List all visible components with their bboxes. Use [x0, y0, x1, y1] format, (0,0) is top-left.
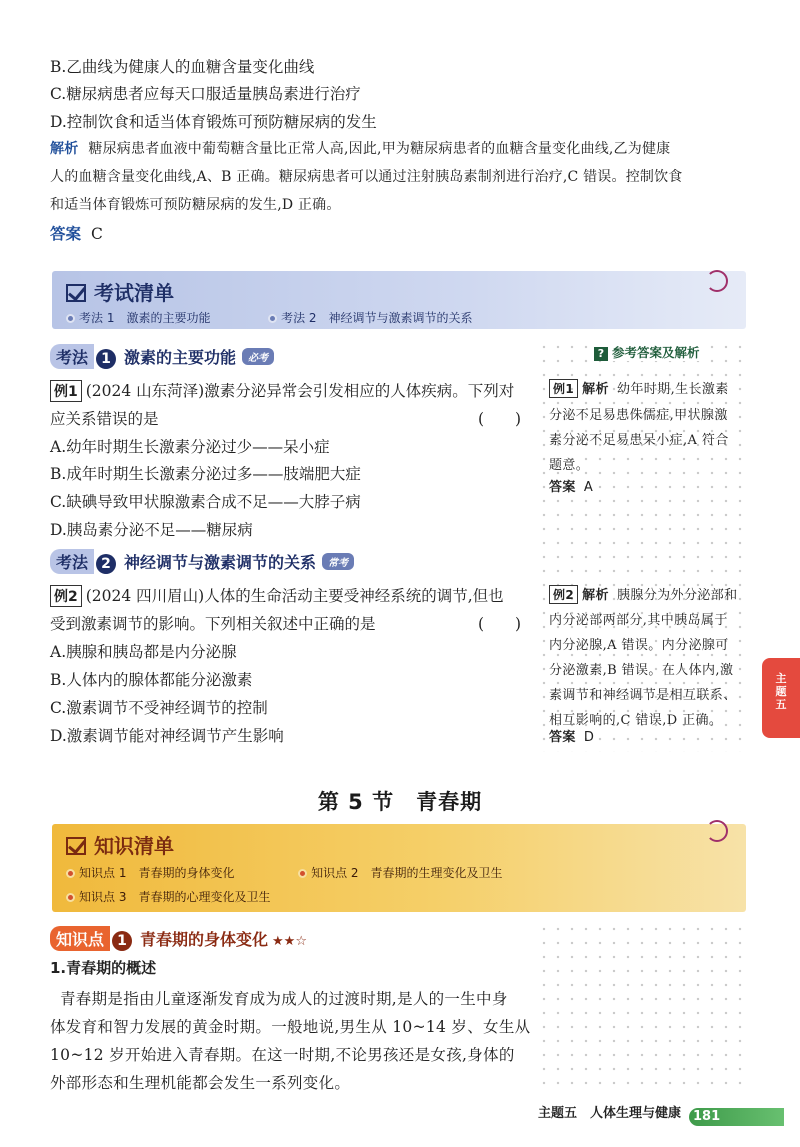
option-c-prev: C.糖尿病患者应每天口服适量胰岛素进行治疗: [50, 85, 361, 103]
example-1-label: 例1: [50, 380, 82, 402]
analysis-line-2: 人的血糖含量变化曲线,A、B 正确。糖尿病患者可以通过注射胰岛素制剂进行治疗,C 错误。控制饮食: [50, 169, 683, 185]
method-2-header: 考法 2 神经调节与激素调节的关系 常考: [50, 549, 354, 574]
example-2-option-c: C.激素调节不受神经调节的控制: [50, 699, 268, 717]
panel-ex1-line-1: 例1 解析 幼年时期,生长激素: [549, 378, 729, 398]
analysis-text-1: 糖尿病患者血液中葡萄糖含量比正常人高,因此,甲为糖尿病患者的血糖含量变化曲线,乙为健康: [88, 141, 671, 157]
knowledge-item-3[interactable]: 知识点 3 青春期的心理变化及卫生: [79, 890, 271, 904]
notes-dot-panel: [537, 922, 745, 1088]
key-icon: ?: [594, 347, 608, 361]
answer-line: [50, 222, 103, 244]
section-title: 第 5 节 青春期: [317, 790, 483, 814]
knowledge-list-title: 知识清单: [66, 830, 174, 859]
rating-stars-icon: ★★☆: [272, 934, 307, 949]
panel-ex2-line-4: 分泌激素,B 错误。在人体内,激: [549, 663, 734, 678]
footer-chapter: 主题五 人体生理与健康: [538, 1106, 682, 1121]
subsection-title: 1.青春期的概述: [50, 959, 157, 977]
panel-ex2-line-6: 相互影响的,C 错误,D 正确。: [549, 713, 723, 728]
curl-decoration-icon: [706, 820, 728, 842]
panel-ex1-line-3: 素分泌不足易患呆小症,A 符合: [549, 433, 729, 448]
knowledge-row-2: [66, 888, 270, 905]
knowledge-list-banner: [52, 824, 746, 912]
curl-decoration-icon: [706, 270, 728, 292]
bullet-icon: [66, 893, 75, 902]
method-1-title: 激素的主要功能: [124, 348, 237, 367]
example-1-option-d: D.胰岛素分泌不足——糖尿病: [50, 521, 253, 539]
common-test-badge: 常考: [322, 553, 354, 570]
method-1-header: 考法 1 激素的主要功能 必考: [50, 344, 274, 369]
theme-side-tab[interactable]: 主 题 五: [762, 658, 800, 738]
paragraph-line-1: 青春期是指由儿童逐渐发育成为成人的过渡时期,是人的一生中身: [60, 990, 508, 1008]
answer-label: 答案: [50, 225, 82, 243]
answer-panel: [537, 340, 745, 752]
panel-ex1-line-2: 分泌不足易患侏儒症,甲状腺激: [549, 408, 728, 423]
panel-ex1-line-4: 题意。: [549, 458, 590, 473]
paragraph-line-3: 10~12 岁开始进入青春期。在这一时期,不论男孩还是女孩,身体的: [50, 1046, 515, 1064]
example-1-option-c: C.缺碘导致甲状腺激素合成不足——大脖子病: [50, 493, 361, 511]
paragraph-line-2: 体发育和智力发展的黄金时期。一般地说,男生从 10~14 岁、女生从: [50, 1018, 531, 1036]
example-2-option-d: D.激素调节能对神经调节产生影响: [50, 727, 284, 745]
page-footer: [538, 1102, 784, 1126]
example-1-option-b: B.成年时期生长激素分泌过多——肢端肥大症: [50, 465, 361, 483]
panel-ex2-line-2: 内分泌部两部分,其中胰岛属于: [549, 613, 728, 628]
knowledge-row-1: [66, 864, 503, 881]
must-test-badge: 必考: [242, 348, 274, 365]
panel-ex2-answer: 答案 D: [549, 730, 595, 745]
answer-paren: ( ): [478, 615, 522, 633]
option-b-prev: B.乙曲线为健康人的血糖含量变化曲线: [50, 58, 315, 76]
knowledge-item-1[interactable]: 知识点 1 青春期的身体变化: [79, 866, 235, 880]
option-d-prev: D.控制饮食和适当体育锻炼可预防糖尿病的发生: [50, 113, 377, 131]
bullet-icon: [66, 869, 75, 878]
panel-ex2-line-5: 素调节和神经调节是相互联系、: [549, 688, 737, 703]
bullet-icon: [66, 314, 75, 323]
answer-paren: ( ): [478, 410, 522, 428]
exam-list-item-2[interactable]: 考法 2 神经调节与激素调节的关系: [281, 311, 473, 325]
example-1-option-a: A.幼年时期生长激素分泌过少——呆小症: [50, 438, 330, 456]
example-2-option-a: A.胰腺和胰岛都是内分泌腺: [50, 643, 237, 661]
exam-list-item-1[interactable]: 考法 1 激素的主要功能: [79, 311, 211, 325]
panel-ex2-line-3: 内分泌腺,A 错误。内分泌腺可: [549, 638, 729, 653]
knowledge-point-1-title: 青春期的身体变化: [140, 930, 269, 949]
analysis-line-1: [50, 138, 670, 158]
bullet-icon: [268, 314, 277, 323]
panel-ex2-line-1: 例2 解析 胰腺分为外分泌部和: [549, 584, 738, 604]
answer-value: C: [91, 225, 103, 243]
checkbox-icon: [66, 837, 86, 855]
paragraph-line-4: 外部形态和生理机能都会发生一系列变化。: [50, 1074, 351, 1092]
bullet-icon: [298, 869, 307, 878]
example-2-line-1: 例2 (2024 四川眉山)人体的生命活动主要受神经系统的调节,但也: [50, 584, 504, 607]
analysis-line-3: 和适当体育锻炼可预防糖尿病的发生,D 正确。: [50, 197, 341, 213]
exam-list-title: 考试清单: [66, 277, 174, 306]
example-2-label: 例2: [50, 585, 82, 607]
example-2-line-2: 受到激素调节的影响。下列相关叙述中正确的是: [50, 615, 376, 633]
knowledge-point-1-header: 知识点 1 青春期的身体变化 ★★☆: [50, 926, 307, 951]
knowledge-item-2[interactable]: 知识点 2 青春期的生理变化及卫生: [311, 866, 503, 880]
exam-list-items: [66, 309, 473, 326]
checkbox-icon: [66, 284, 86, 302]
answer-panel-header: ? 参考答案及解析: [592, 343, 702, 361]
example-2-option-b: B.人体内的腺体都能分泌激素: [50, 671, 253, 689]
example-1-line-1: 例1 (2024 山东菏泽)激素分泌异常会引发相应的人体疾病。下列对: [50, 379, 514, 402]
exam-list-banner: [52, 271, 746, 329]
page-number: 181: [689, 1108, 784, 1126]
example-1-line-2: 应关系错误的是: [50, 410, 159, 428]
panel-ex1-answer: 答案 A: [549, 480, 594, 495]
analysis-label: 解析: [50, 141, 79, 157]
method-2-title: 神经调节与激素调节的关系: [124, 553, 317, 572]
